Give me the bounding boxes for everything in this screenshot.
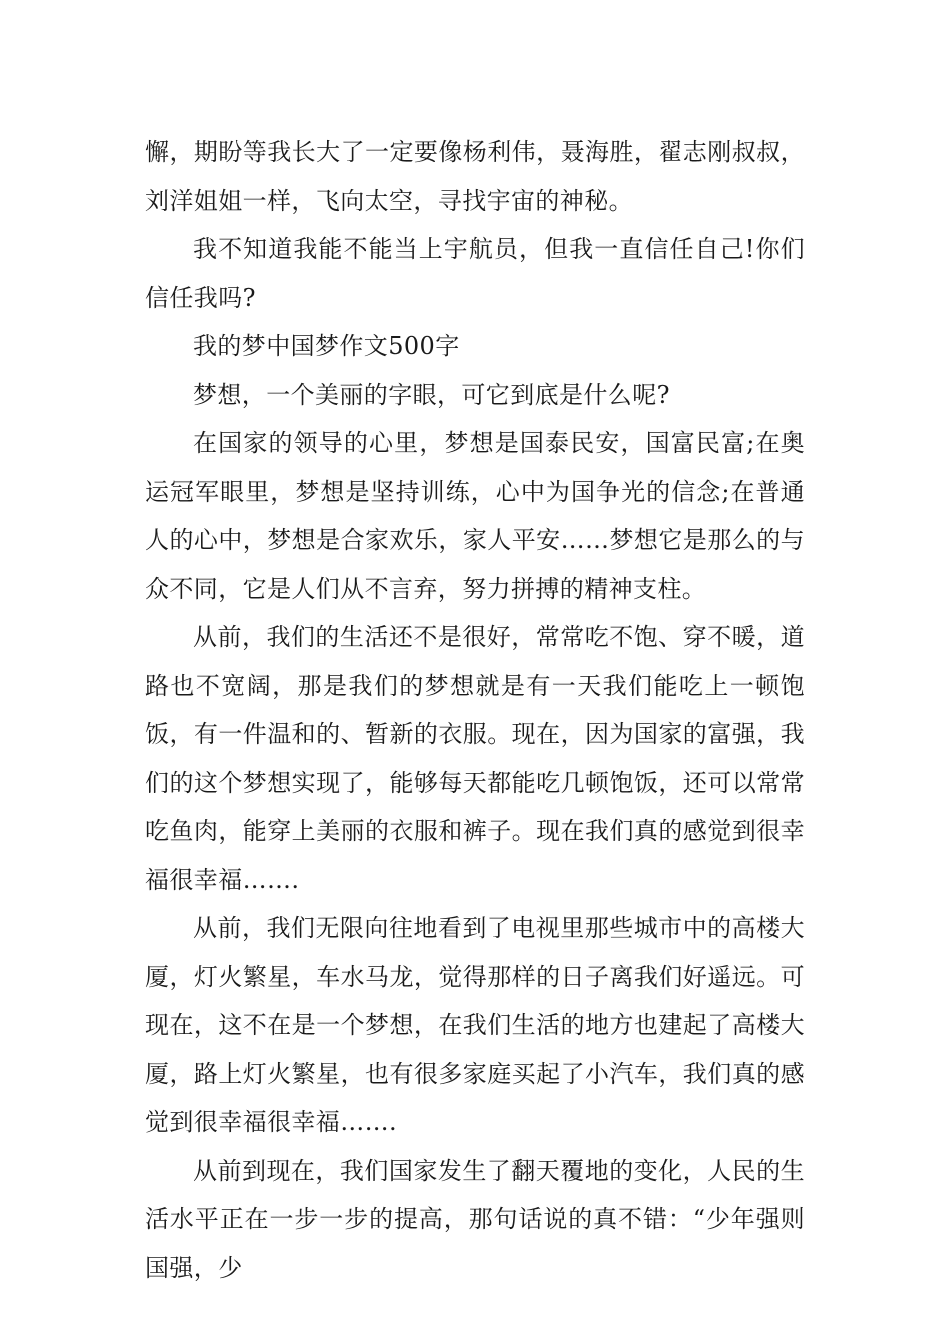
- paragraph-1: 懈，期盼等我长大了一定要像杨利伟，聂海胜，翟志刚叔叔，刘洋姐姐一样，飞向太空，寻找宇宙的神秘。: [145, 138, 805, 215]
- section-heading: 我的梦中国梦作文500字: [193, 332, 460, 360]
- paragraph-5: 从前，我们的生活还不是很好，常常吃不饱、穿不暖，道路也不宽阔，那是我们的梦想就是有一天我们能吃上一顿饱饭，有一件温和的、暂新的衣服。现在，因为国家的富强，我们的这个梦想实现了，能够每天都能吃几顿饱饭，还可以常常吃鱼肉，能穿上美丽的衣服和裤子。现在我们真的感觉到很幸福很幸福…….: [145, 623, 805, 894]
- document-body: [145, 128, 805, 1292]
- paragraph-4: 在国家的领导的心里，梦想是国泰民安，国富民富;在奥运冠军眼里，梦想是坚持训练，心中为国争光的信念;在普通人的心中，梦想是合家欢乐，家人平安……梦想它是那么的与众不同，它是人们从不言弃，努力拼搏的精神支柱。: [145, 429, 805, 603]
- paragraph-2: 我不知道我能不能当上宇航员，但我一直信任自己!你们信任我吗?: [145, 235, 805, 312]
- paragraph-7: 从前到现在，我们国家发生了翻天覆地的变化，人民的生活水平正在一步一步的提高，那句话说的真不错：“少年强则国强，少: [145, 1156, 805, 1282]
- paragraph-3: 梦想，一个美丽的字眼，可它到底是什么呢?: [193, 380, 670, 409]
- paragraph-6: 从前，我们无限向往地看到了电视里那些城市中的高楼大厦，灯火繁星，车水马龙，觉得那样的日子离我们好遥远。可现在，这不在是一个梦想，在我们生活的地方也建起了高楼大厦，路上灯火繁星，也有很多家庭买起了小汽车，我们真的感觉到很幸福很幸福…….: [145, 914, 805, 1136]
